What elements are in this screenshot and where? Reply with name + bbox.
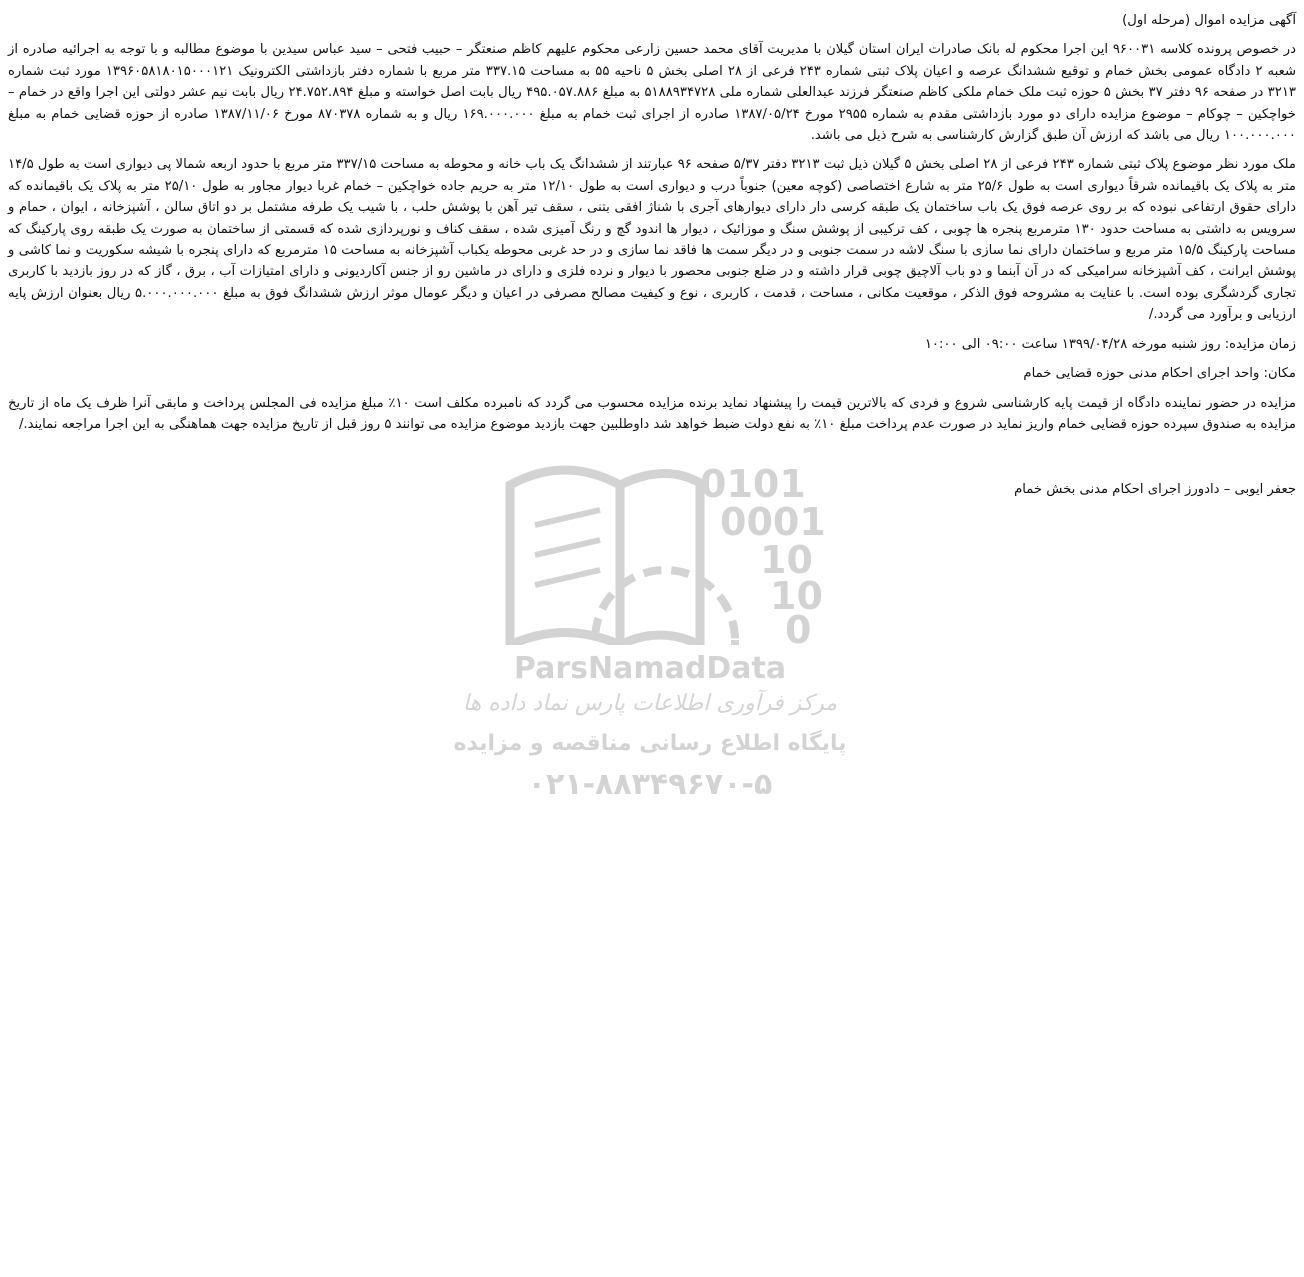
watermark-binary-3: 10 xyxy=(760,538,813,582)
property-description-paragraph: ملک مورد نظر موضوع پلاک ثبتی شماره ۲۴۳ فرعی از ۲۸ اصلی بخش ۵ گیلان ذیل ثبت ۳۲۱۳ دفتر ۵/۳۷ صفحه ۹۶ عبارتند از ششدانگ یک باب خانه و محوطه به مساحت ۳۳۷/۱۵ متر مربع با حدود اربعه شمالا پی دیواری است به طول ۱۴/۵ متر به پلاک یک باقیمانده شرقاً دیواری است به طول ۲۵/۶ متر به شارع اختصاصی (کوچه معین) جنوباً درب و دیواری است به طول ۱۲/۱۰ متر به حریم جاده خواچکین – خمام غربا دیوار مجاور به طول ۲۵/۱۰ متر به پلاک یک باقیمانده که دارای حقوق ارتفاعی نبوده که بر روی عرصه فوق یک باب ساختمان یک طبقه کرسی دار دارای دیوارهای آجری با شناژ افقی بتنی ، سقف تیر آهن با پوشش حلب ، با شیب یک طرفه مشتمل بر دو اتاق سالن ، آشپزخانه ، ایوان ، حمام و سرویس به داشتی به مساحت حدود ۱۳۰ مترمربع پنجره ها چوبی ، کف ترکیبی از پوشش سنگ و موزائیک ، دیوار ها اندود گچ و رنگ آمیزی شده ، سقف کناف و نورپردازی شده که قسمتی از ساختمان به صورت یک طبقه روی پارکینگ که مساحت پارکینگ ۱۵/۵ متر مربع و ساختمان دارای نما سازی با سنگ لاشه در سمت جنوبی و در دیگر سمت ها فاقد نما سازی و در حد غربی محوطه یکباب آشپزخانه به مساحت ۱۵ مترمربع که دارای پنجره با شیشه سکوریت و نما کاشی و پوشش ایرانت ، کف آشپزخانه سرامیکی که در آن آبنما و دو باب آلاچیق چوبی قرار داشته و در ضلع جنوبی محصور با دیوار و نرده فلزی و دارای در ماشین رو از جنس آکاردیونی و دارای امتیازات آب ، برق ، گاز که در روز بازدید با کاربری تجاری گردشگری بوده است. با عنایت به مشروحه فوق الذکر ، موقعیت مکانی ، مساحت ، قدمت ، کاربری ، نوع و کیفیت مصالح مصرفی در اعیان و دیگر عومال موثر ارزش ششدانگ فوق به مبلغ ۵.۰۰۰.۰۰۰.۰۰۰ ریال بعنوان ارزش پایه ارزیابی و برآورد می گردد./ xyxy=(8,157,1297,323)
watermark-line-1: مرکز فرآوری اطلاعات پارس نماد داده ها xyxy=(462,691,838,716)
watermark-phone: ۰۲۱-۸۸۳۴۹۶۷۰-۵ xyxy=(527,767,773,802)
watermark-brand: ParsNamadData xyxy=(513,651,787,686)
auction-place: مکان: واحد اجرای احکام مدنی حوزه قضایی خمام xyxy=(1023,366,1296,382)
watermark-line-2: پایگاه اطلاع رسانی مناقصه و مزایده xyxy=(453,731,847,756)
auction-terms-paragraph: مزایده در حضور نماینده دادگاه از قیمت پایه کارشناسی شروع و فردی که بالاترین قیمت را پیشنهاد نماید برنده مزایده محسوب می گردد که نامبرده مکلف است ۱۰٪ مبلغ مزایده فی المجلس پرداخت و مابقی آنرا ظرف یک ماه از تاریخ مزایده به صندوق سپرده حوزه قضایی خمام واریز نماید در صورت عدم پرداخت مبلغ ۱۰٪ به نفع دولت ضبط خواهد شد داوطلبین جهت بازدید موضوع مزایده می توانند ۵ روز قبل از تاریخ مزایده جهت هماهنگی به این اجرا مراجعه نمایند./ xyxy=(8,395,1296,432)
auction-notice xyxy=(8,10,1296,509)
watermark-binary-4: 10 xyxy=(770,574,823,618)
watermark-binary-2: 0001 xyxy=(720,500,826,544)
watermark xyxy=(440,455,860,815)
case-details-paragraph: در خصوص پرونده کلاسه ۹۶۰۰۳۱ این اجرا محکوم له بانک صادرات ایران استان گیلان با مدیریت آقای محمد حسین زارعی محکوم علیهم کاظم صنعتگر – حبیب فتحی – سید عباس سیدین با موضوع مطالبه و با توجه به اجرائیه صادره از شعبه ۲ دادگاه عمومی بخش خمام و توقیع ششدانگ عرصه و اعیان پلاک ثبتی شماره ۲۴۳ فرعی از ۲۸ اصلی بخش ۵ ناحیه ۵۵ به مساحت ۳۳۷.۱۵ متر مربع با شماره دفتر بازداشتی الکترونیک ۱۳۹۶۰۵۸۱۸۰۱۵۰۰۰۱۲۱ مورد ثبت شماره ۳۲۱۳ در صفحه ۹۶ دفتر ۳۷ بخش ۵ حوزه ثبت ملک خمام ملکی کاظم صنعتگر فرزند عبدالعلی شماره ملی ۵۱۸۸۹۳۴۷۲۸ به مبلغ ۴۹۵.۰۵۷.۸۸۶ ریال بابت اصل خواسته و مبلغ ۲۴.۷۵۲.۸۹۴ ریال بابت نیم عشر دولتی این اجرا واقع در خمام – خواچکین – چوکام – موضوع مزایده دارای دو مورد بازداشتی مقدم به شماره ۲۹۵۵ مورخ ۱۳۸۷/۰۵/۲۴ صادره از اجرای ثبت خمام به مبلغ ۱۶۹.۰۰۰.۰۰۰ ریال و به شماره ۸۷۰۳۷۸ مورخ ۱۳۸۷/۱۱/۰۶ صادره از حوزه قضایی خمام به مبلغ ۱۰۰.۰۰۰.۰۰۰ ریال می باشد که ارزش آن طبق گزارش کارشناسی به شرح ذیل می باشد. xyxy=(8,42,1296,144)
signature-line: جعفر ایوبی – دادورز اجرای احکام مدنی بخش خمام xyxy=(1014,482,1296,498)
watermark-binary-1: 0101 xyxy=(700,462,806,506)
notice-title: آگهی مزایده اموال (مرحله اول) xyxy=(1122,13,1296,28)
watermark-binary-5: 0 xyxy=(785,608,812,645)
auction-time: زمان مزایده: روز شنبه مورخه ۱۳۹۹/۰۴/۲۸ ساعت ۰۹:۰۰ الی ۱۰:۰۰ xyxy=(924,336,1296,352)
